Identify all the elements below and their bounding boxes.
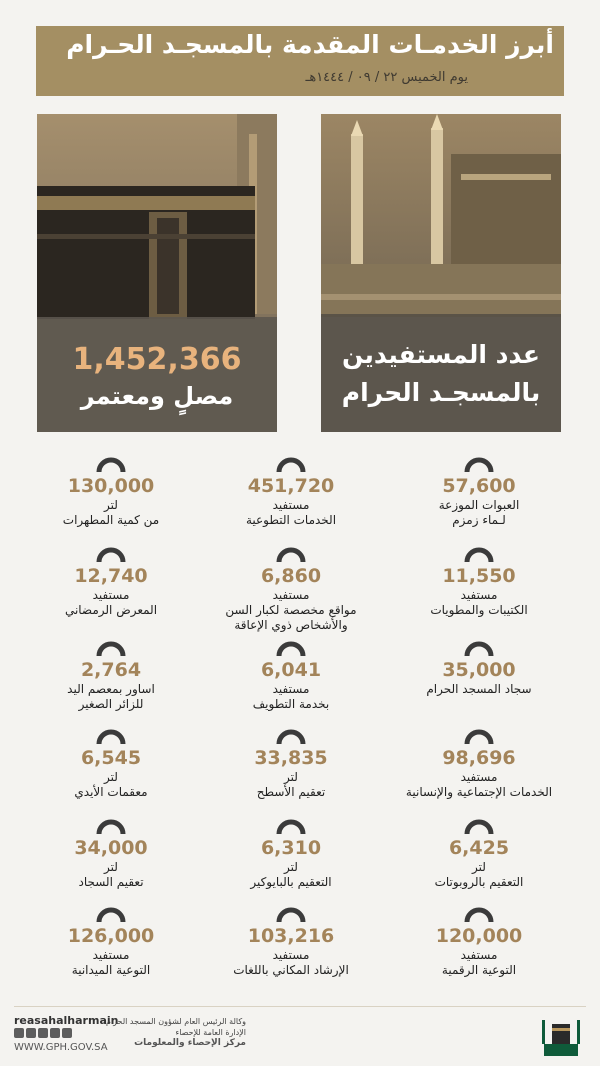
stat-item bbox=[19, 640, 203, 712]
stat-label: لتر bbox=[284, 770, 298, 784]
stat-description: الكتيبات والمطويات bbox=[430, 603, 528, 617]
stat-description: سجاد المسجد الحرام bbox=[426, 682, 532, 696]
facebook-icon[interactable] bbox=[14, 1028, 24, 1038]
agency-sub: الإدارة العامة للإحصاء bbox=[175, 1028, 246, 1037]
stat-label: لتر bbox=[284, 860, 298, 874]
stat-value: 6,860 bbox=[260, 565, 322, 587]
stat-label: مستفيد bbox=[92, 588, 130, 602]
stat-description: الإرشاد المكاني باللغات bbox=[233, 963, 349, 977]
stat-value: 130,000 bbox=[67, 475, 155, 497]
stat-item bbox=[19, 728, 203, 800]
header-banner bbox=[36, 26, 564, 96]
stat-description: التعقيم بالروبوتات bbox=[434, 875, 524, 889]
stat-item bbox=[199, 456, 383, 528]
twitter-icon[interactable] bbox=[26, 1028, 36, 1038]
stat-item bbox=[19, 818, 203, 890]
stat-description: الخدمات الإجتماعية والإنسانية bbox=[405, 785, 553, 799]
department-name: مركز الإحصاء والمعلومات bbox=[134, 1038, 246, 1048]
arch-icon bbox=[464, 640, 494, 656]
stat-value: 33,835 bbox=[254, 747, 328, 769]
stat-value: 6,310 bbox=[260, 837, 322, 859]
stat-item bbox=[19, 456, 203, 528]
stat-value: 12,740 bbox=[74, 565, 148, 587]
stat-description: بخدمة التطويف bbox=[252, 697, 330, 711]
arch-icon bbox=[276, 818, 306, 834]
beneficiaries-title-line2: بالمسجـد الحرام bbox=[341, 378, 541, 407]
social-icons bbox=[14, 1028, 72, 1038]
stat-item bbox=[199, 728, 383, 800]
stat-value: 6,041 bbox=[260, 659, 322, 681]
worshippers-panel bbox=[37, 114, 277, 432]
stat-label: مستفيد bbox=[272, 498, 310, 512]
stat-label: اساور بمعصم اليد bbox=[67, 682, 155, 696]
stat-item bbox=[199, 640, 383, 712]
stat-item bbox=[199, 906, 383, 978]
stat-description: تعقيم الأسطح bbox=[256, 785, 326, 799]
report-date: يوم الخميس ٢٢ / ٠٩ / ١٤٤٤هـ bbox=[305, 70, 468, 85]
arch-icon bbox=[96, 546, 126, 562]
arch-icon bbox=[276, 456, 306, 472]
stat-description: للزائر الصغير bbox=[78, 697, 144, 711]
stat-value: 98,696 bbox=[442, 747, 516, 769]
arch-icon bbox=[464, 818, 494, 834]
arch-icon bbox=[276, 906, 306, 922]
stat-value: 103,216 bbox=[247, 925, 335, 947]
stat-value: 6,425 bbox=[448, 837, 510, 859]
arch-icon bbox=[276, 546, 306, 562]
stat-description: التعقيم بالبايوكير bbox=[250, 875, 332, 889]
stat-item bbox=[387, 906, 571, 978]
agency-info bbox=[96, 1016, 246, 1049]
stat-item bbox=[387, 456, 571, 528]
arch-icon bbox=[276, 640, 306, 656]
stat-label: مستفيد bbox=[460, 588, 498, 602]
stat-description: مواقع مخصصة لكبار السن bbox=[225, 603, 357, 617]
stat-label: مستفيد bbox=[460, 948, 498, 962]
arch-icon bbox=[464, 906, 494, 922]
youtube-icon[interactable] bbox=[38, 1028, 48, 1038]
stat-description: التوعية الميدانية bbox=[71, 963, 151, 977]
instagram-icon[interactable] bbox=[62, 1028, 72, 1038]
website-link[interactable]: WWW.GPH.GOV.SA bbox=[14, 1042, 108, 1053]
stat-item bbox=[199, 546, 383, 633]
stat-item bbox=[387, 546, 571, 618]
stat-value: 57,600 bbox=[442, 475, 516, 497]
arch-icon bbox=[464, 456, 494, 472]
page-title: أبرز الخدمـات المقدمة بالمسجـد الحـرام bbox=[66, 30, 554, 59]
stat-description: لـماء زمزم bbox=[452, 513, 506, 527]
stat-description: التوعية الرقمية bbox=[441, 963, 517, 977]
stat-value: 2,764 bbox=[80, 659, 142, 681]
agency-name: وكالة الرئيس العام لشؤون المسجد الحرام bbox=[105, 1017, 246, 1026]
stat-item bbox=[19, 546, 203, 618]
title-overlay bbox=[321, 317, 561, 432]
stat-label: مستفيد bbox=[272, 682, 310, 696]
arch-icon bbox=[96, 728, 126, 744]
snapchat-icon[interactable] bbox=[50, 1028, 60, 1038]
stat-label: مستفيد bbox=[272, 588, 310, 602]
stat-label: لتر bbox=[104, 498, 118, 512]
stat-label: لتر bbox=[472, 860, 486, 874]
presidency-logo bbox=[538, 1014, 584, 1058]
beneficiaries-panel bbox=[321, 114, 561, 432]
arch-icon bbox=[96, 456, 126, 472]
stat-item bbox=[19, 906, 203, 978]
stat-value: 34,000 bbox=[74, 837, 148, 859]
stat-item bbox=[387, 640, 571, 697]
arch-icon bbox=[96, 818, 126, 834]
stat-description: من كمية المطهرات bbox=[62, 513, 160, 527]
beneficiaries-title-line1: عدد المستفيدين bbox=[342, 340, 540, 369]
stat-value: 11,550 bbox=[442, 565, 516, 587]
stat-value: 451,720 bbox=[247, 475, 335, 497]
stat-value: 35,000 bbox=[442, 659, 516, 681]
footer-divider bbox=[14, 1006, 586, 1007]
arch-icon bbox=[96, 906, 126, 922]
arch-icon bbox=[464, 546, 494, 562]
stat-item bbox=[199, 818, 383, 890]
stat-label: مستفيد bbox=[460, 770, 498, 784]
arch-icon bbox=[276, 728, 306, 744]
stat-label: مستفيد bbox=[92, 948, 130, 962]
stat-label: العبوات الموزعة bbox=[438, 498, 520, 512]
arch-icon bbox=[96, 640, 126, 656]
stat-label: لتر bbox=[104, 770, 118, 784]
worshippers-count: 1,452,366 bbox=[72, 342, 242, 377]
stat-description: الخدمات التطوعية bbox=[245, 513, 337, 527]
worshippers-label: مصلٍ ومعتمر bbox=[80, 382, 234, 410]
stat-description: تعقيم السجاد bbox=[78, 875, 144, 889]
stat-value: 6,545 bbox=[80, 747, 142, 769]
stat-item bbox=[387, 818, 571, 890]
stat-label: مستفيد bbox=[272, 948, 310, 962]
stat-description-extra: والأشخاص ذوي الإعاقة bbox=[234, 618, 348, 632]
stat-description: معقمات الأيدي bbox=[74, 785, 148, 799]
stat-value: 126,000 bbox=[67, 925, 155, 947]
arch-icon bbox=[464, 728, 494, 744]
stat-description: المعرض الرمضاني bbox=[64, 603, 158, 617]
stat-label: لتر bbox=[104, 860, 118, 874]
stat-value: 120,000 bbox=[435, 925, 523, 947]
stat-item bbox=[387, 728, 571, 800]
social-handle[interactable]: reasahalharmain bbox=[14, 1014, 119, 1027]
